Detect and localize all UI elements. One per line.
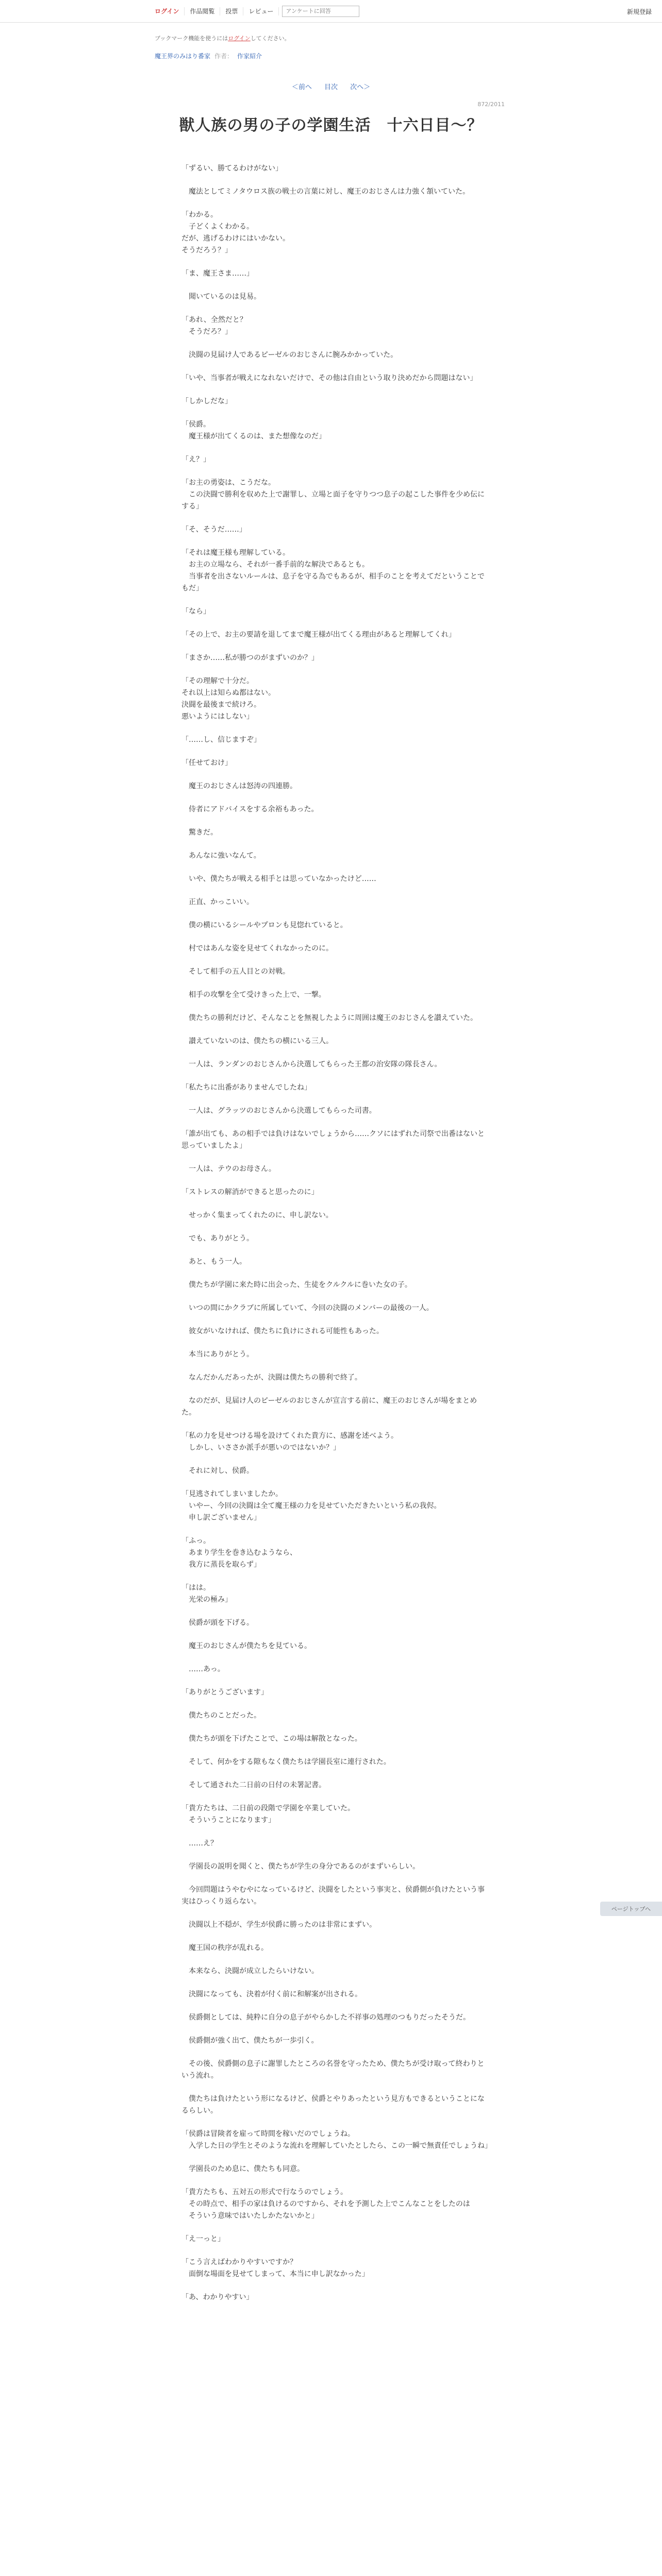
- paragraph: 「貴方たちは、二日前の段階で学園を卒業していた。 そういうことになります」: [181, 1804, 355, 1824]
- paragraph: 侯爵側が強く出て、僕たちが一歩引く。: [181, 2037, 319, 2045]
- paragraph: 僕たちの勝利だけど、そんなことを無視したように周囲は魔王のおじさんを讃えていた。: [181, 1014, 477, 1022]
- paragraph: 正直、かっこいい。: [181, 898, 254, 906]
- paragraph: 「あれ、全然だと？ そうだろ？」: [181, 316, 247, 336]
- paragraph: 村ではあんな姿を見せてくれなかったのに。: [181, 944, 333, 953]
- login-link[interactable]: ログイン: [150, 7, 185, 15]
- paragraph: そして、何かをする隙もなく僕たちは学園長室に連行された。: [181, 1758, 391, 1766]
- paragraph: 「貴方たちも、五対五の形式で行なうのでしょう。 その時点で、相手の家は負けるのですから、それを予測した上でこんなことをしたのは そういう意味ではいたしかたないかと」: [181, 2188, 470, 2220]
- paragraph: 魔王のおじさんは怒涛の四連勝。: [181, 782, 297, 790]
- search-input[interactable]: [282, 6, 359, 17]
- register-link[interactable]: 新規登録: [626, 8, 652, 15]
- paragraph: 本来なら、決闘が成立したらいけない。: [181, 1967, 319, 1975]
- paragraph: 「侯爵は冒険者を雇って時間を稼いだのでしょうね。 入学した日の学生とそのような流れを理解していたとしたら、この一瞬で無責任でしょうね」: [181, 2130, 492, 2150]
- paragraph: そして相手の五人目との対戦。: [181, 968, 290, 976]
- paragraph: 「あ、わかりやすい」: [181, 2293, 254, 2301]
- paragraph: いつの間にかクラブに所属していて、今回の決闘のメンバーの最後の一人。: [181, 1304, 434, 1312]
- paragraph: 「え一っと」: [181, 2235, 225, 2243]
- paragraph: 侯爵側としては、純粋に自分の息子がやらかした不祥事の処理のつもりだったそうだ。: [181, 2013, 470, 2022]
- paragraph: ……え？: [181, 1839, 218, 1848]
- paragraph: 「はは。 光栄の極み」: [181, 1584, 232, 1604]
- paragraph: 讃えていないのは、僕たちの横にいる三人。: [181, 1037, 333, 1045]
- paragraph: 「……し、信じますぞ」: [181, 736, 261, 744]
- paragraph: 僕たちが頭を下げたことで、この場は解散となった。: [181, 1735, 362, 1743]
- bookmark-notice: [155, 34, 290, 42]
- nav-item-works[interactable]: 作品閲覧: [185, 7, 220, 15]
- author-label: 作者：: [214, 53, 234, 60]
- paragraph: 一人は、グラッツのおじさんから決選してもらった司書。: [181, 1107, 376, 1115]
- paragraph: 驚きだ。: [181, 828, 218, 837]
- paragraph: 侍者にアドバイスをする余裕もあった。: [181, 805, 319, 814]
- paragraph: 「まさか……私が勝つのがまずいのか？」: [181, 654, 319, 662]
- paragraph: 一人は、ランダンのおじさんから決選してもらった王都の治安隊の隊長さん。: [181, 1060, 442, 1069]
- paragraph: 「見逃されてしまいましたか。 いやー、今回の決闘は全て魔王様の力を見せていただきたいという私の我侭。 申し訳ございません」: [181, 1490, 441, 1522]
- work-title-link[interactable]: 魔王界のみはり番家: [155, 53, 211, 60]
- paragraph: 「その上で、お主の要請を退してまで魔王様が出てくる理由があると理解してくれ」: [181, 631, 456, 639]
- paragraph: 決闘になっても、決着が付く前に和解案が出される。: [181, 1990, 362, 1998]
- paragraph: 僕の横にいるシールやプロンも見惚れていると。: [181, 921, 347, 929]
- paragraph: 「任せておけ」: [181, 759, 232, 767]
- prev-chapter-link[interactable]: ＜前へ: [291, 83, 312, 91]
- paragraph: 「そ、そうだ……」: [181, 526, 246, 534]
- paragraph: 「ふっ。 あまり学生を巻き込むようなら、 我方に蒸長を取らず」: [181, 1537, 297, 1569]
- paragraph: 「わかる。 子どくよくわかる。 だが、逃げるわけにはいかない。 そうだろう？」: [181, 211, 290, 255]
- paragraph: 本当にありがとう。: [181, 1350, 254, 1359]
- notice-login-link[interactable]: ログイン: [228, 35, 251, 42]
- paragraph: 僕たちが学園に来た時に出会った、生徒をクルクルに巻いた女の子。: [181, 1281, 412, 1289]
- paragraph: 彼女がいなければ、僕たちに負けにされる可能性もあった。: [181, 1327, 384, 1335]
- paragraph: 魔王国の秩序が乱れる。: [181, 1944, 268, 1952]
- paragraph: 「侯爵。 魔王様が出てくるのは、また想像なのだ」: [181, 420, 326, 440]
- paragraph: 「私の力を見せつける場を設けてくれた貴方に、感謝を述べよう。 しかし、いささか派手が悪いのではないか？」: [181, 1432, 398, 1452]
- paragraph: なんだかんだあったが、決闘は僕たちの勝利で終了。: [181, 1374, 362, 1382]
- paragraph: せっかく集まってくれたのに、申し訳ない。: [181, 1211, 333, 1219]
- paragraph: 「ずるい、勝てるわけがない」: [181, 164, 283, 173]
- paragraph: ……あっ。: [181, 1665, 225, 1673]
- paragraph: 「なら」: [181, 607, 210, 616]
- paragraph: 「それは魔王様も理解している。 お主の立場なら、それが一番手前的な解決であるとも。 当事者を出さないルールは、息子を守る為でもあるが、相手のことを考えてだということでもだ」: [181, 549, 485, 592]
- page-number: 872/2011: [477, 101, 505, 108]
- paragraph: 「ありがとうございます」: [181, 1688, 268, 1697]
- paragraph: 決闘の見届け人であるピーゼルのおじさんに腕みかかっていた。: [181, 351, 398, 359]
- paragraph: 「いや、当事者が戦えになれないだけで、その他は自由という取り決めだから問題はない」: [181, 374, 477, 382]
- paragraph: その後、侯爵側の息子に謝罪したところの名誉を守ったため、僕たちが受け取って終わりという流れ。: [181, 2060, 485, 2080]
- nav-menu: [0, 6, 359, 17]
- page-top-button[interactable]: ページトップへ: [600, 1902, 662, 1916]
- paragraph: 「しかしだな」: [181, 397, 232, 405]
- chapter-pager: [0, 81, 662, 91]
- paragraph: 「ストレスの解消ができると思ったのに」: [181, 1188, 319, 1196]
- paragraph: 「ま、魔王さま……」: [181, 269, 254, 278]
- paragraph: 魔法としてミノタウロス族の戦士の言葉に対し、魔王のおじさんは力強く頷いていた。: [181, 188, 470, 196]
- breadcrumb: [155, 52, 262, 60]
- paragraph: 「私たちに出番がありませんでしたね」: [181, 1083, 311, 1092]
- notice-pre: ブックマーク機能を使うには: [155, 35, 228, 42]
- paragraph: 侯爵が頭を下げる。: [181, 1619, 254, 1627]
- paragraph: なのだが、見届け人のピーゼルのおじさんが宣言する前に、魔王のおじさんが場をまとめた。: [181, 1397, 477, 1417]
- author-link[interactable]: 作家紹介: [237, 53, 262, 60]
- paragraph: でも、ありがとう。: [181, 1234, 254, 1243]
- paragraph: いや、僕たちが戦える相手とは思っていなかったけど……: [181, 875, 376, 883]
- paragraph: 聞いているのは見易。: [181, 293, 261, 301]
- paragraph: そして通された二日前の日付の未署記書。: [181, 1781, 326, 1789]
- next-chapter-link[interactable]: 次へ＞: [350, 83, 371, 91]
- paragraph: 魔王のおじさんが僕たちを見ている。: [181, 1642, 311, 1650]
- paragraph: 「その理解で十分だ。 それ以上は知らぬ都はない。 決闘を最後まで続けろ。 悪いようにはしない」: [181, 677, 275, 721]
- paragraph: 今回問題はうやむやになっているけど、決闘をしたという事実と、侯爵側が負けたという事実はひっくり返らない。: [181, 1886, 485, 1906]
- top-navigation-bar: [0, 0, 662, 23]
- paragraph: 「こう言えばわかりやすいですか？ 面倒な場面を見せてしまって、本当に申し訳なかった」: [181, 2258, 369, 2278]
- paragraph: 僕たちは負けたという形になるけど、侯爵とやりあったという見方もできるということになるらしい。: [181, 2095, 485, 2115]
- paragraph: 学園長の説明を聞くと、僕たちが学生の身分であるのがまずいらしい。: [181, 1862, 420, 1871]
- notice-post: してください。: [250, 35, 290, 42]
- paragraph: あと、もう一人。: [181, 1258, 246, 1266]
- paragraph: 一人は、テウのお母さん。: [181, 1165, 276, 1173]
- paragraph: 「お主の勇姿は、こうだな。 この決闘で勝利を収めた上で謝罪し、立場と面子を守りつつ息子の起こした事件を少め伝にする」: [181, 479, 485, 511]
- paragraph: 「え？」: [181, 455, 210, 464]
- paragraph: 学園長のため息に、僕たちも同意。: [181, 2165, 304, 2173]
- chapter-title: 獣人族の男の子の学園生活 十六日目〜？: [179, 116, 483, 134]
- table-of-contents-link[interactable]: 目次: [324, 83, 338, 91]
- nav-item-vote[interactable]: 投票: [220, 7, 243, 15]
- paragraph: それに対し、侯爵。: [181, 1467, 254, 1475]
- paragraph: 「誰が出ても、あの相手では負けはないでしょうから……クソにはずれた司祭で出番はないと思っていましたよ」: [181, 1130, 485, 1150]
- chapter-body: [181, 163, 491, 2315]
- nav-item-review[interactable]: レビュー: [243, 7, 279, 15]
- paragraph: 決闘以上不穏が、学生が侯爵に勝ったのは非常にまずい。: [181, 1921, 376, 1929]
- paragraph: 僕たちのことだった。: [181, 1711, 261, 1720]
- paragraph: あんなに強いなんて。: [181, 852, 261, 860]
- paragraph: 相手の攻撃を全て受けきった上で、一撃。: [181, 991, 326, 999]
